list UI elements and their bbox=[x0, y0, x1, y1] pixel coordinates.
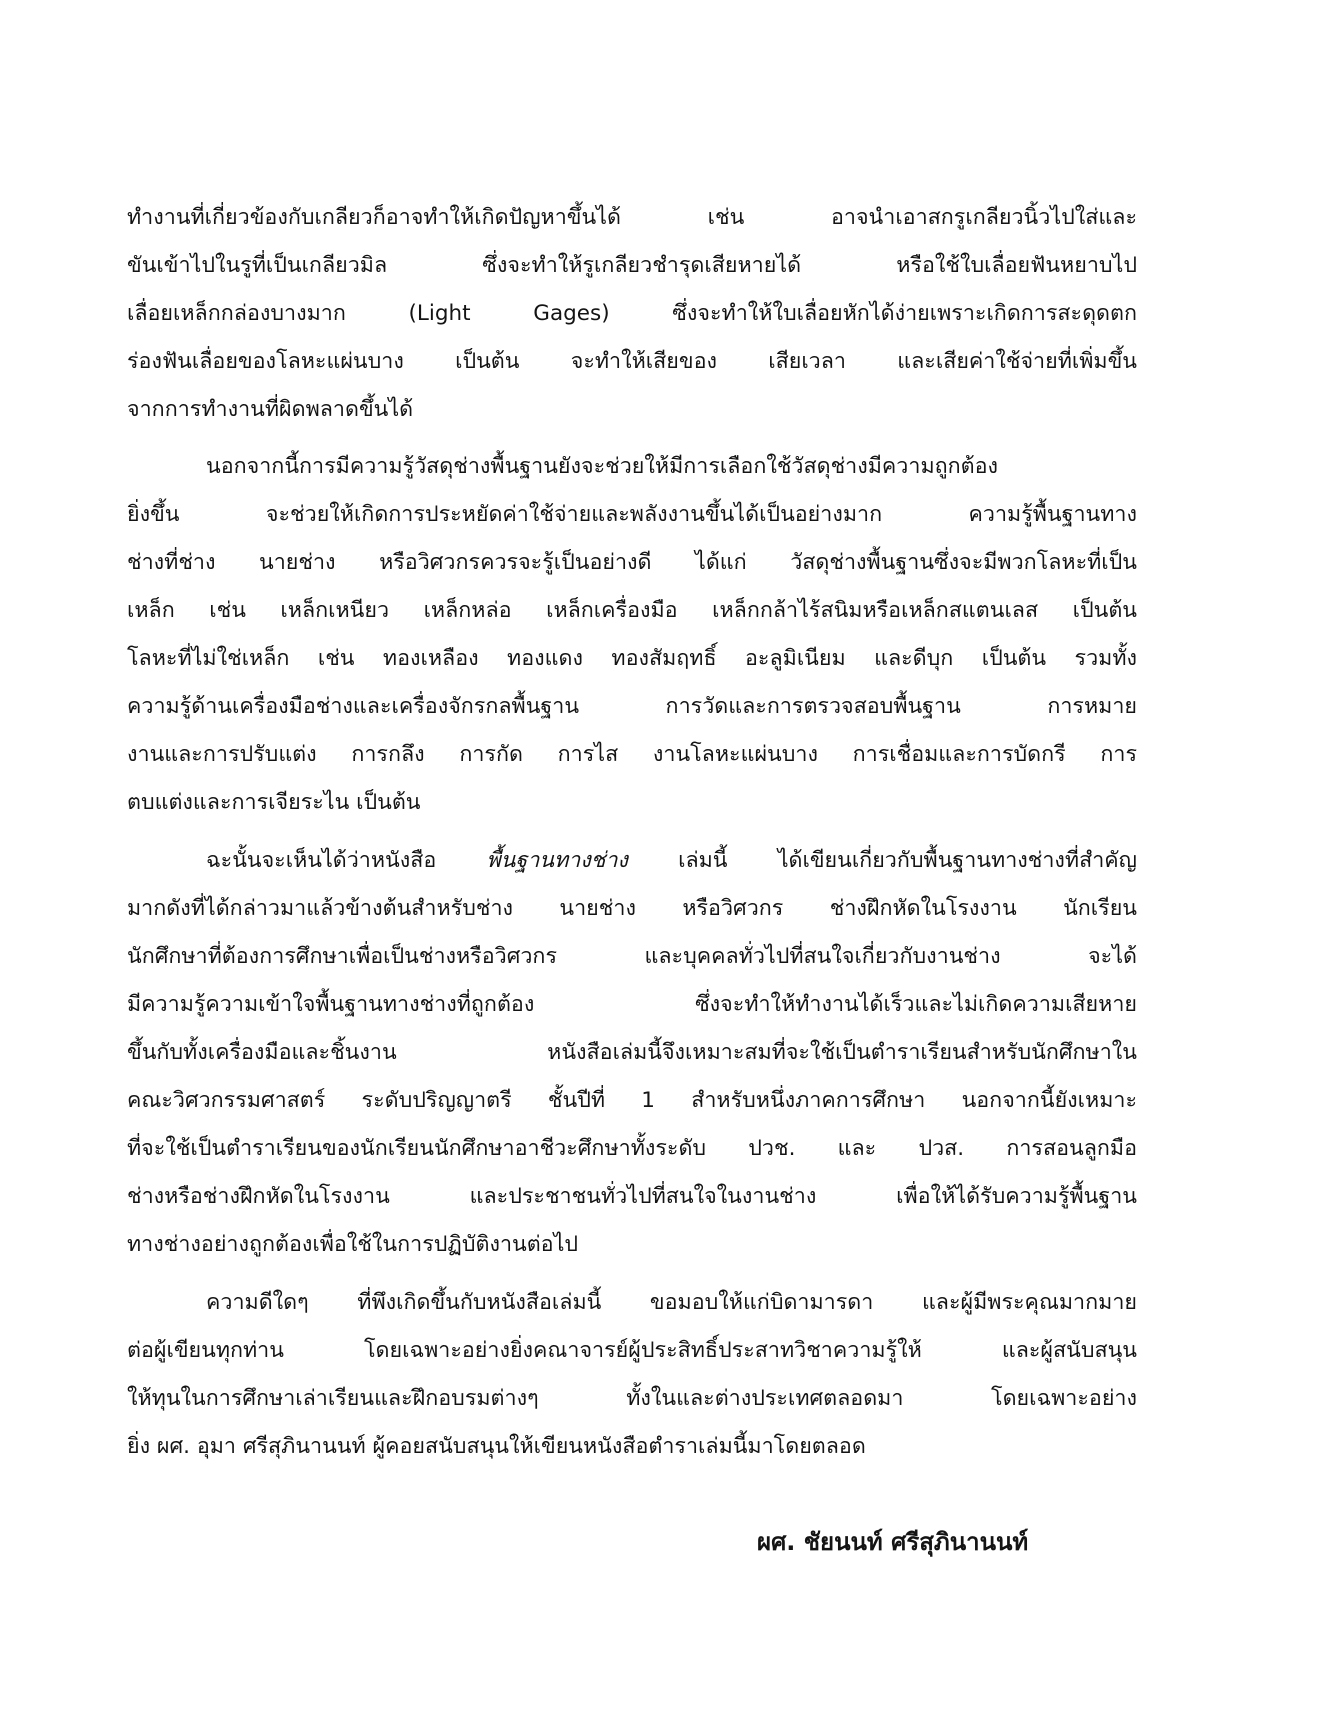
paragraph-2-line: ความรู้ด้านเครื่องมือช่างและเครื่องจักรกลพื้นฐาน การวัดและการตรวจสอบพื้นฐาน การหมาย bbox=[127, 694, 1137, 719]
paragraph-1-line: จากการทำงานที่ผิดพลาดขึ้นได้ bbox=[127, 397, 414, 422]
book-title: พื้นฐานทางช่าง bbox=[486, 848, 628, 873]
paragraph-3-line: ทางช่างอย่างถูกต้องเพื่อใช้ในการปฏิบัติงานต่อไป bbox=[127, 1232, 579, 1257]
paragraph-1-line: ร่องฟันเลื่อยของโลหะแผ่นบาง เป็นต้น จะทำให้เสียของ เสียเวลา และเสียค่าใช้จ่ายที่เพิ่มขึ้น bbox=[127, 349, 1137, 374]
paragraph-3-line: คณะวิศวกรรมศาสตร์ ระดับปริญญาตรี ชั้นปีที่ 1 สำหรับหนึ่งภาคการศึกษา นอกจากนี้ยังเหมาะ bbox=[127, 1088, 1137, 1113]
paragraph-4-line: ต่อผู้เขียนทุกท่าน โดยเฉพาะอย่างยิ่งคณาจารย์ผู้ประสิทธิ์ประสาทวิชาความรู้ให้ และผู้สนับสนุน bbox=[127, 1338, 1137, 1363]
paragraph-3-line: ขึ้นกับทั้งเครื่องมือและชิ้นงาน หนังสือเล่มนี้จึงเหมาะสมที่จะใช้เป็นตำราเรียนสำหรับนักศึกษาใน bbox=[127, 1040, 1137, 1065]
paragraph-4-line: ความดีใดๆ ที่พึงเกิดขึ้นกับหนังสือเล่มนี้ ขอมอบให้แก่บิดามารดา และผู้มีพระคุณมากมาย bbox=[206, 1290, 1137, 1315]
paragraph-1-line: ทำงานที่เกี่ยวข้องกับเกลียวก็อาจทำให้เกิดปัญหาขึ้นได้ เช่น อาจนำเอาสกรูเกลียวนิ้วไปใส่และ bbox=[127, 205, 1137, 230]
paragraph-3-text: ฉะนั้นจะเห็นได้ว่าหนังสือ bbox=[206, 848, 487, 873]
paragraph-3-text: เล่มนี้ ได้เขียนเกี่ยวกับพื้นฐานทางช่างที่สำคัญ bbox=[627, 848, 1138, 873]
paragraph-4-line: ให้ทุนในการศึกษาเล่าเรียนและฝึกอบรมต่างๆ ทั้งในและต่างประเทศตลอดมา โดยเฉพาะอย่าง bbox=[127, 1386, 1137, 1411]
paragraph-2-line: โลหะที่ไม่ใช่เหล็ก เช่น ทองเหลือง ทองแดง ทองสัมฤทธิ์ อะลูมิเนียม และดีบุก เป็นต้น รวมทั้ง bbox=[127, 646, 1137, 671]
paragraph-1-line: ขันเข้าไปในรูที่เป็นเกลียวมิล ซึ่งจะทำให้รูเกลียวชำรุดเสียหายได้ หรือใช้ใบเลื่อยฟันหยาบไป bbox=[127, 253, 1137, 278]
paragraph-4-line: ยิ่ง ผศ. อุมา ศรีสุภินานนท์ ผู้คอยสนับสนุนให้เขียนหนังสือตำราเล่มนี้มาโดยตลอด bbox=[127, 1434, 866, 1459]
paragraph-1-line: เลื่อยเหล็กกล่องบางมาก (Light Gages) ซึ่งจะทำให้ใบเลื่อยหักได้ง่ายเพราะเกิดการสะดุดตก bbox=[127, 301, 1137, 326]
paragraph-2-line: นอกจากนี้การมีความรู้วัสดุช่างพื้นฐานยังจะช่วยให้มีการเลือกใช้วัสดุช่างมีความถูกต้อง bbox=[206, 454, 999, 479]
paragraph-3-first-line bbox=[206, 841, 1137, 881]
paragraph-3-line: มากดังที่ได้กล่าวมาแล้วข้างต้นสำหรับช่าง นายช่าง หรือวิศวกร ช่างฝึกหัดในโรงงาน นักเรียน bbox=[127, 896, 1137, 921]
paragraph-2-line: งานและการปรับแต่ง การกลึง การกัด การไส งานโลหะแผ่นบาง การเชื่อมและการบัดกรี การ bbox=[127, 742, 1137, 767]
paragraph-2-line: ช่างที่ช่าง นายช่าง หรือวิศวกรควรจะรู้เป็นอย่างดี ได้แก่ วัสดุช่างพื้นฐานซึ่งจะมีพวกโลหะที่เป็น bbox=[127, 550, 1137, 575]
paragraph-2-line: ตบแต่งและการเจียระไน เป็นต้น bbox=[127, 790, 421, 815]
paragraph-2-line: เหล็ก เช่น เหล็กเหนียว เหล็กหล่อ เหล็กเครื่องมือ เหล็กกล้าไร้สนิมหรือเหล็กสแตนเลส เป็นต้น bbox=[127, 598, 1137, 623]
paragraph-3-line: มีความรู้ความเข้าใจพื้นฐานทางช่างที่ถูกต้อง ซึ่งจะทำให้ทำงานได้เร็วและไม่เกิดความเสียหาย bbox=[127, 992, 1137, 1017]
paragraph-3-line: ช่างหรือช่างฝึกหัดในโรงงาน และประชาชนทั่วไปที่สนใจในงานช่าง เพื่อให้ได้รับความรู้พื้นฐาน bbox=[127, 1184, 1137, 1209]
paragraph-2-line: ยิ่งขึ้น จะช่วยให้เกิดการประหยัดค่าใช้จ่ายและพลังงานขึ้นได้เป็นอย่างมาก ความรู้พื้นฐานทาง bbox=[127, 502, 1137, 527]
paragraph-3-line: นักศึกษาที่ต้องการศึกษาเพื่อเป็นช่างหรือวิศวกร และบุคคลทั่วไปที่สนใจเกี่ยวกับงานช่าง จะได้ bbox=[127, 944, 1137, 969]
paragraph-3-line: ที่จะใช้เป็นตำราเรียนของนักเรียนนักศึกษาอาชีวะศึกษาทั้งระดับ ปวช. และ ปวส. การสอนลูกมือ bbox=[127, 1136, 1137, 1161]
author-signature: ผศ. ชัยนนท์ ศรีสุภินานนท์ bbox=[757, 1528, 1029, 1556]
